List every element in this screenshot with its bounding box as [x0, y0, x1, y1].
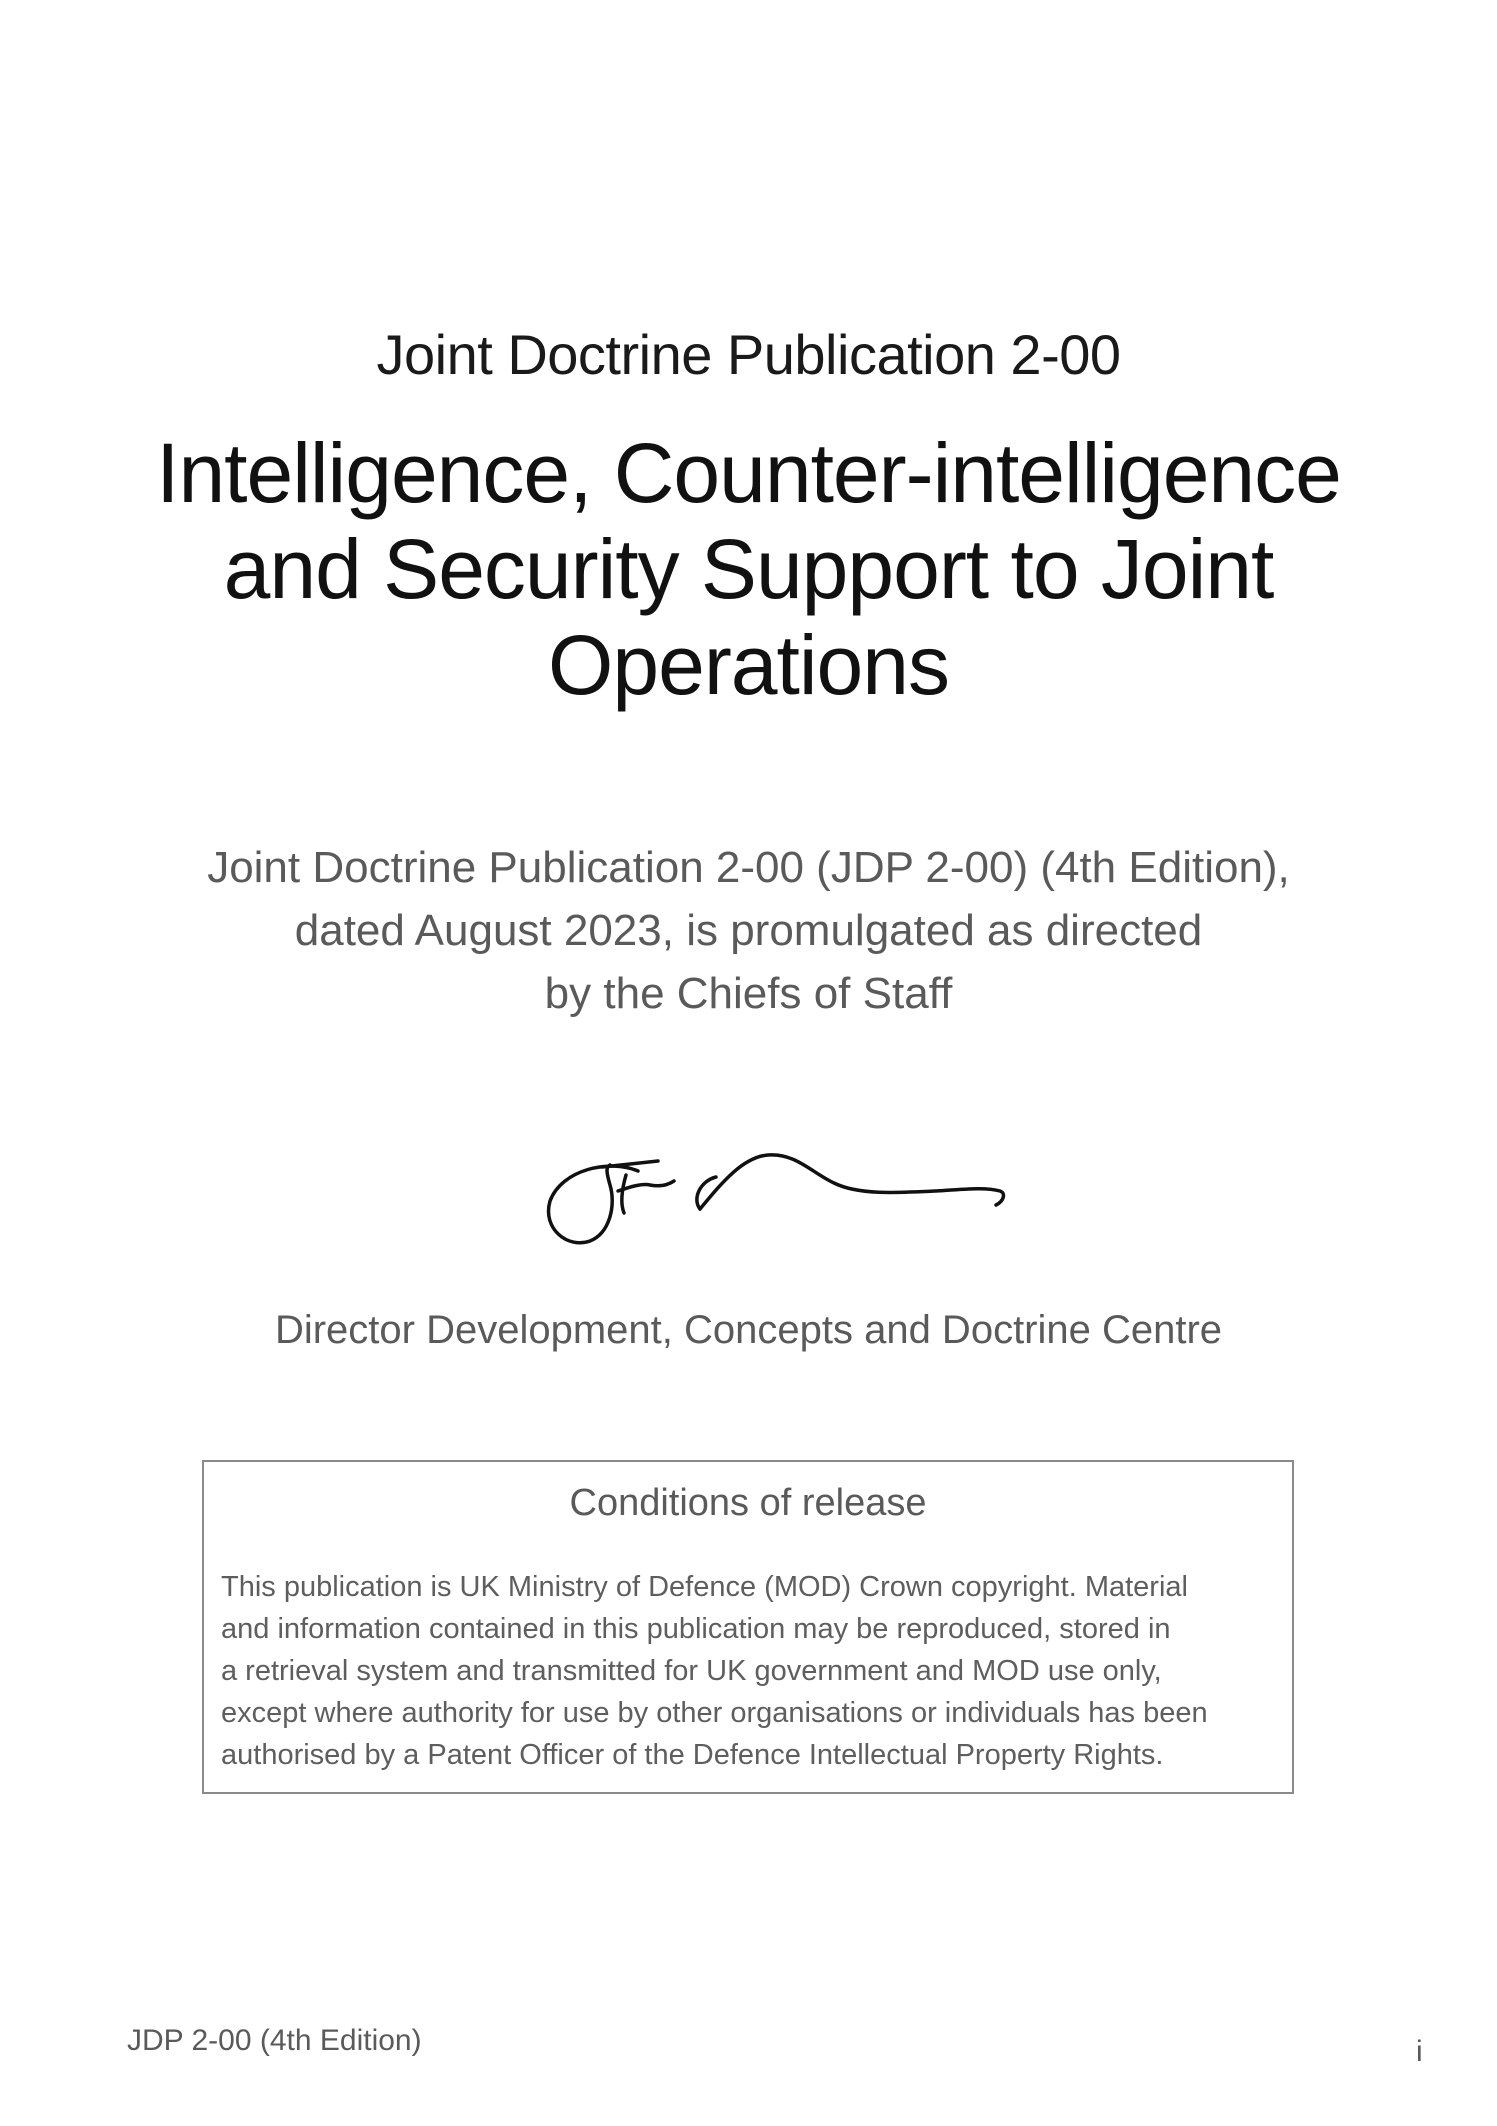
promulgation-line: Joint Doctrine Publication 2-00 (JDP 2-00) (4th Edition),: [207, 843, 1290, 892]
conditions-line: This publication is UK Ministry of Defence (MOD) Crown copyright. Material: [221, 1571, 1188, 1603]
conditions-line: and information contained in this publication may be reproduced, stored in: [221, 1613, 1171, 1645]
conditions-heading: Conditions of release: [569, 1482, 927, 1524]
promulgation-line: by the Chiefs of Staff: [544, 969, 953, 1018]
signatory-title: Director Development, Concepts and Doctrine Centre: [274, 1308, 1223, 1352]
handwritten-signature: [540, 1145, 1020, 1265]
footer-edition: JDP 2-00 (4th Edition): [127, 2024, 422, 2057]
conditions-of-release-box: [202, 1460, 1294, 1794]
page-number: i: [1416, 2035, 1423, 2068]
conditions-body: [221, 1566, 1281, 1776]
document-title: Intelligence, Counter-intelligence and Security Support to Joint Operations: [156, 426, 1341, 712]
promulgation-line: dated August 2023, is promulgated as directed: [294, 906, 1203, 955]
promulgation-statement: [150, 836, 1347, 1025]
conditions-line: except where authority for use by other organisations or individuals has been: [221, 1697, 1208, 1729]
publication-number: Joint Doctrine Publication 2-00: [376, 323, 1121, 386]
conditions-line: a retrieval system and transmitted for UK government and MOD use only,: [221, 1655, 1162, 1687]
conditions-line: authorised by a Patent Officer of the Defence Intellectual Property Rights.: [221, 1739, 1164, 1771]
